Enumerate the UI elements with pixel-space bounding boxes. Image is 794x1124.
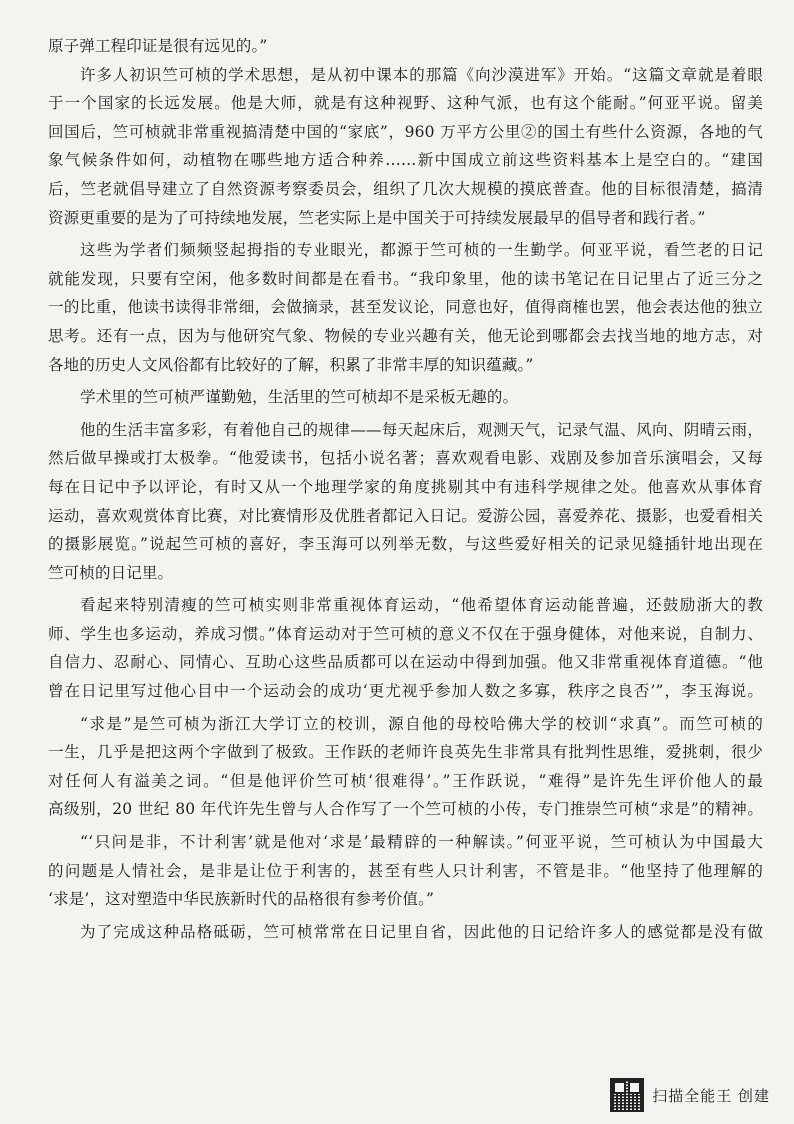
text-line: “求是”是竺可桢为浙江大学订立的校训，源自他的母校哈佛大学的校训“求真”。而竺可桢的: [80, 714, 763, 733]
text-line: 原子弹工程印证是很有远见的。”: [48, 37, 268, 55]
text-line: 自信力、忍耐心、同情心、互助心这些品质都可以在运动中得到加强。他又非常重视体育道德。“他: [48, 653, 763, 672]
text-line: 思考。还有一点，因为与他研究气象、物候的专业兴趣有关，他无论到哪都会去找当地的地方志，对: [48, 326, 763, 345]
article-body: [48, 32, 763, 946]
text-line: 每在日记中予以评论，有时又从一个地理学家的角度挑剔其中有违科学规律之处。他喜欢从事体育: [48, 477, 763, 496]
text-line: 学术里的竺可桢严谨勤勉，生活里的竺可桢却不是采板无趣的。: [80, 388, 519, 407]
text-line: 后，竺老就倡导建立了自然资源考察委员会，组织了几次大规模的摸底普查。他的目标很清楚，搞清: [48, 179, 763, 198]
text-line: 这些为学者们频频竖起拇指的专业眼光，都源于竺可桢的一生勤学。何亚平说，看竺老的日记: [80, 241, 763, 260]
text-line: 为了完成这种品格砥砺，竺可桢常常在日记里自省，因此他的日记给许多人的感觉都是没有做: [80, 922, 763, 941]
text-line: 的问题是人情社会，是非是让位于利害的，甚至有些人只计利害，不管是非。“他坚持了他理解的: [48, 861, 763, 880]
watermark-label: 扫描全能王 创建: [652, 1086, 770, 1105]
text-line: “‘只问是非，不计利害’就是他对‘求是’最精辟的一种解读。”何亚平说，竺可桢认为中国最大: [80, 833, 763, 852]
text-line: 一生，几乎是把这两个字做到了极致。王作跃的老师许良英先生非常具有批判性思维，爱挑刺，很少: [48, 743, 763, 762]
text-line: 曾在日记里写过他心目中一个运动会的成功‘更尤视乎参加人数之多寡，秩序之良否’”，李玉海说。: [48, 682, 763, 701]
camscanner-watermark: [610, 1078, 770, 1112]
text-line: 一的比重，他读书读得非常细，会做摘录，甚至发议论，同意也好，值得商榷也罢，他会表达他的独立: [48, 298, 763, 317]
text-line: 许多人初识竺可桢的学术思想，是从初中课本的那篇《向沙漠进军》开始。“这篇文章就是着眼: [80, 65, 763, 84]
text-line: 象气候条件如何，动植物在哪些地方适合种养……新中国成立前这些资料基本上是空白的。“建国: [48, 151, 763, 170]
text-line: 看起来特别清瘦的竺可桢实则非常重视体育运动，“他希望体育运动能普遍，还鼓励浙大的教: [80, 596, 763, 615]
qr-code-icon: [610, 1078, 644, 1112]
text-line: 竺可桢的日记里。: [48, 563, 174, 582]
text-line: 运动，喜欢观赏体育比赛，对比赛情形及优胜者都记入日记。爱游公园，喜爱养花、摄影，也爱看相关: [48, 506, 763, 525]
text-line: 于一个国家的长远发展。他是大师，就是有这种视野、这种气派，也有这个能耐。”何亚平说。留美: [48, 94, 763, 113]
text-line: 资源更重要的是为了可持续地发展，竺老实际上是中国关于可持续发展最早的倡导者和践行者。”: [48, 208, 706, 227]
text-line: 高级别，20 世纪 80 年代许先生曾与人合作写了一个竺可桢的小传，专门推崇竺可桢“求是”的精神。: [48, 800, 763, 819]
text-line: 他的生活丰富多彩，有着他自己的规律——每天起床后，观测天气，记录气温、风向、阴晴云雨，: [80, 420, 763, 439]
text-line: 师、学生也多运动，养成习惯。”体育运动对于竺可桢的意义不仅在于强身健体，对他来说，自制力、: [48, 624, 763, 643]
text-line: ‘求是’，这对塑造中华民族新时代的品格很有参考价值。”: [48, 890, 435, 909]
text-line: 然后做早操或打太极拳。“他爱读书，包括小说名著；喜欢观看电影、戏剧及参加音乐演唱会，又每: [48, 449, 763, 468]
text-line: 就能发现，只要有空闲，他多数时间都是在看书。“我印象里，他的读书笔记在日记里占了近三分之: [48, 269, 763, 288]
text-line: 对任何人有溢美之词。“但是他评价竺可桢‘很难得’。”王作跃说，“难得”是许先生评价他人的最: [48, 771, 763, 790]
text-line: 回国后，竺可桢就非常重视搞清楚中国的“家底”，960 万平方公里②的国土有些什么资源，各地的气: [48, 122, 763, 141]
text-line: 各地的历史人文风俗都有比较好的了解，积累了非常丰厚的知识蕴藏。”: [48, 355, 534, 374]
text-line: 的摄影展览。”说起竺可桢的喜好，李玉海可以列举无数，与这些爱好相关的记录见缝插针地出现在: [48, 535, 763, 554]
